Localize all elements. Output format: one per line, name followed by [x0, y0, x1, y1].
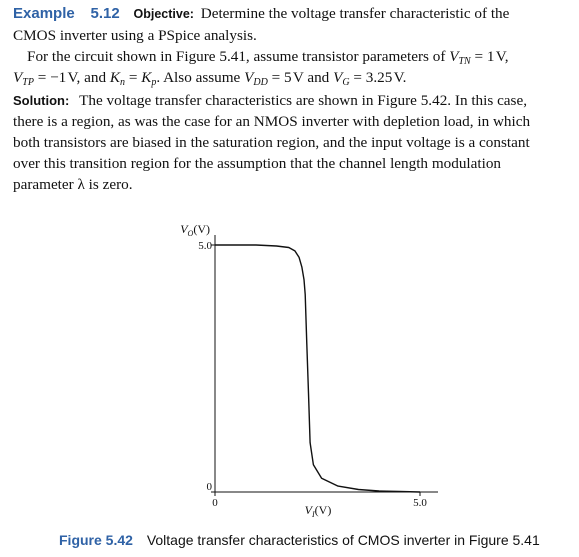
- example-body-line-1: For the circuit shown in Figure 5.41, assume transistor parameters of $V_{TN} = 1$ V,: [27, 48, 509, 67]
- y-axis-label: $V_O(V)$: [180, 222, 210, 238]
- chart-axis-labels: [180, 222, 331, 519]
- objective-label: Objective:: [133, 7, 194, 21]
- solution-label: Solution:: [13, 93, 70, 108]
- objective-text-2: CMOS inverter using a PSpice analysis.: [13, 27, 257, 44]
- example-body-1: For the circuit shown in Figure 5.41, assume transistor parameters of: [27, 48, 446, 65]
- y-tick-label: 5.0: [198, 240, 212, 252]
- example-label: Example: [13, 5, 75, 22]
- figure-caption-text: Voltage transfer characteristics of CMOS inverter in Figure 5.41: [146, 532, 540, 548]
- solution-line-4: over this transition region for the assumption that the channel length modulation: [13, 155, 502, 172]
- chart-ticks: [198, 240, 427, 509]
- example-body-line-2: $V_{TP} = -1$ V, and $K_n = K_p$. Also assume $V_{DD} = 5$ V and $V_G = 3.25$ V.: [13, 69, 407, 88]
- chart-series: [215, 245, 420, 492]
- solution-line-1: The voltage transfer characteristics are shown in Figure 5.42. In this case,: [79, 92, 528, 109]
- figure-label: Figure 5.42: [59, 532, 133, 548]
- example-number: 5.12: [90, 5, 120, 22]
- solution-line-2: there is a region, as was the case for an NMOS inverter with depletion load, in which: [13, 113, 531, 130]
- example-body-2: Also assume: [163, 69, 241, 86]
- objective-text-1: Determine the voltage transfer characteristic of the: [200, 5, 510, 22]
- figure-caption: [59, 532, 540, 548]
- solution-line-5: parameter λ is zero.: [13, 176, 133, 193]
- x-tick-label: 5.0: [413, 497, 427, 509]
- y-tick-label: 0: [206, 481, 212, 493]
- solution-line-3: both transistors are biased in the saturation region, and the input voltage is a constant: [13, 134, 530, 151]
- chart-axes: [215, 235, 438, 492]
- x-tick-label: 0: [212, 497, 218, 509]
- vtc-curve: [215, 245, 420, 492]
- x-axis-label: $V_I(V)$: [304, 503, 332, 519]
